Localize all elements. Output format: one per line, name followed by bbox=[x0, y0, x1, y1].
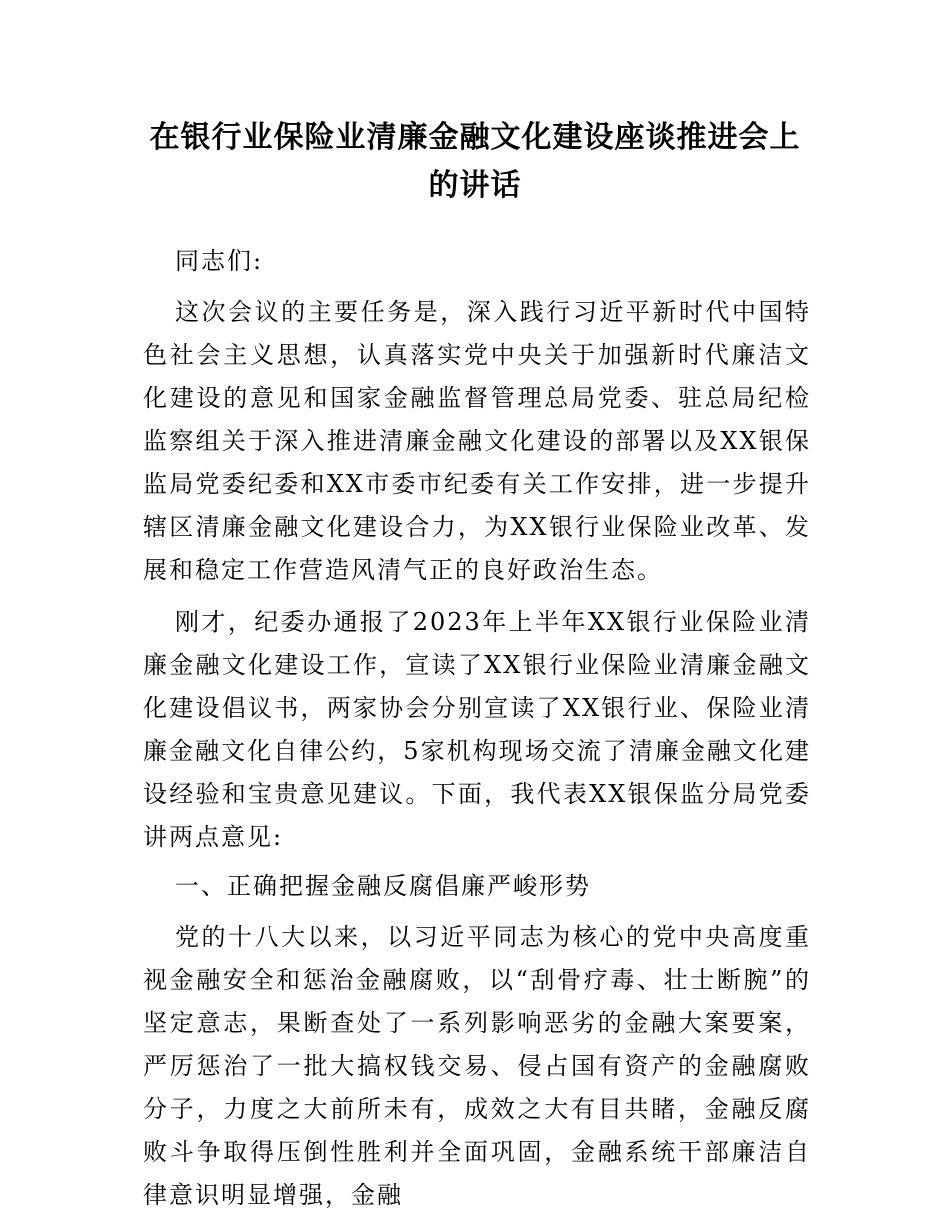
paragraph-meeting-review: 刚才，纪委办通报了2023年上半年XX银行业保险业清廉金融文化建设工作，宣读了XX银行业保险业清廉金融文化建设倡议书，两家协会分别宣读了XX银行业、保险业清廉金融文化自律公约，5家机构现场交流了清廉金融文化建设经验和宝贵意见建议。下面，我代表XX银保监分局党委讲两点意见: bbox=[143, 608, 811, 851]
section-heading: 一、正确把握金融反腐倡廉严峻形势 bbox=[175, 872, 591, 900]
document-body bbox=[143, 240, 811, 1217]
salutation: 同志们: bbox=[175, 247, 264, 275]
document-title: 在银行业保险业清廉金融文化建设座谈推进会上的讲话 bbox=[149, 120, 801, 203]
paragraph-anti-corruption: 党的十八大以来，以习近平同志为核心的党中央高度重视金融安全和惩治金融腐败，以“刮骨疗毒、壮士断腕”的坚定意志，果断查处了一系列影响恶劣的金融大案要案，严厉惩治了一批大搞权钱交易、侵占国有资产的金融腐败分子，力度之大前所未有，成效之大有目共睹，金融反腐败斗争取得压倒性胜利并全面巩固，金融系统干部廉洁自律意识明显增强，金融 bbox=[143, 923, 811, 1209]
paragraph-meeting-tasks: 这次会议的主要任务是，深入践行习近平新时代中国特色社会主义思想，认真落实党中央关于加强新时代廉洁文化建设的意见和国家金融监督管理总局党委、驻总局纪检监察组关于深入推进清廉金融文化建设的部署以及XX银保监局党委纪委和XX市委市纪委有关工作安排，进一步提升辖区清廉金融文化建设合力，为XX银行业保险业改革、发展和稳定工作营造风清气正的良好政治生态。 bbox=[143, 298, 811, 584]
